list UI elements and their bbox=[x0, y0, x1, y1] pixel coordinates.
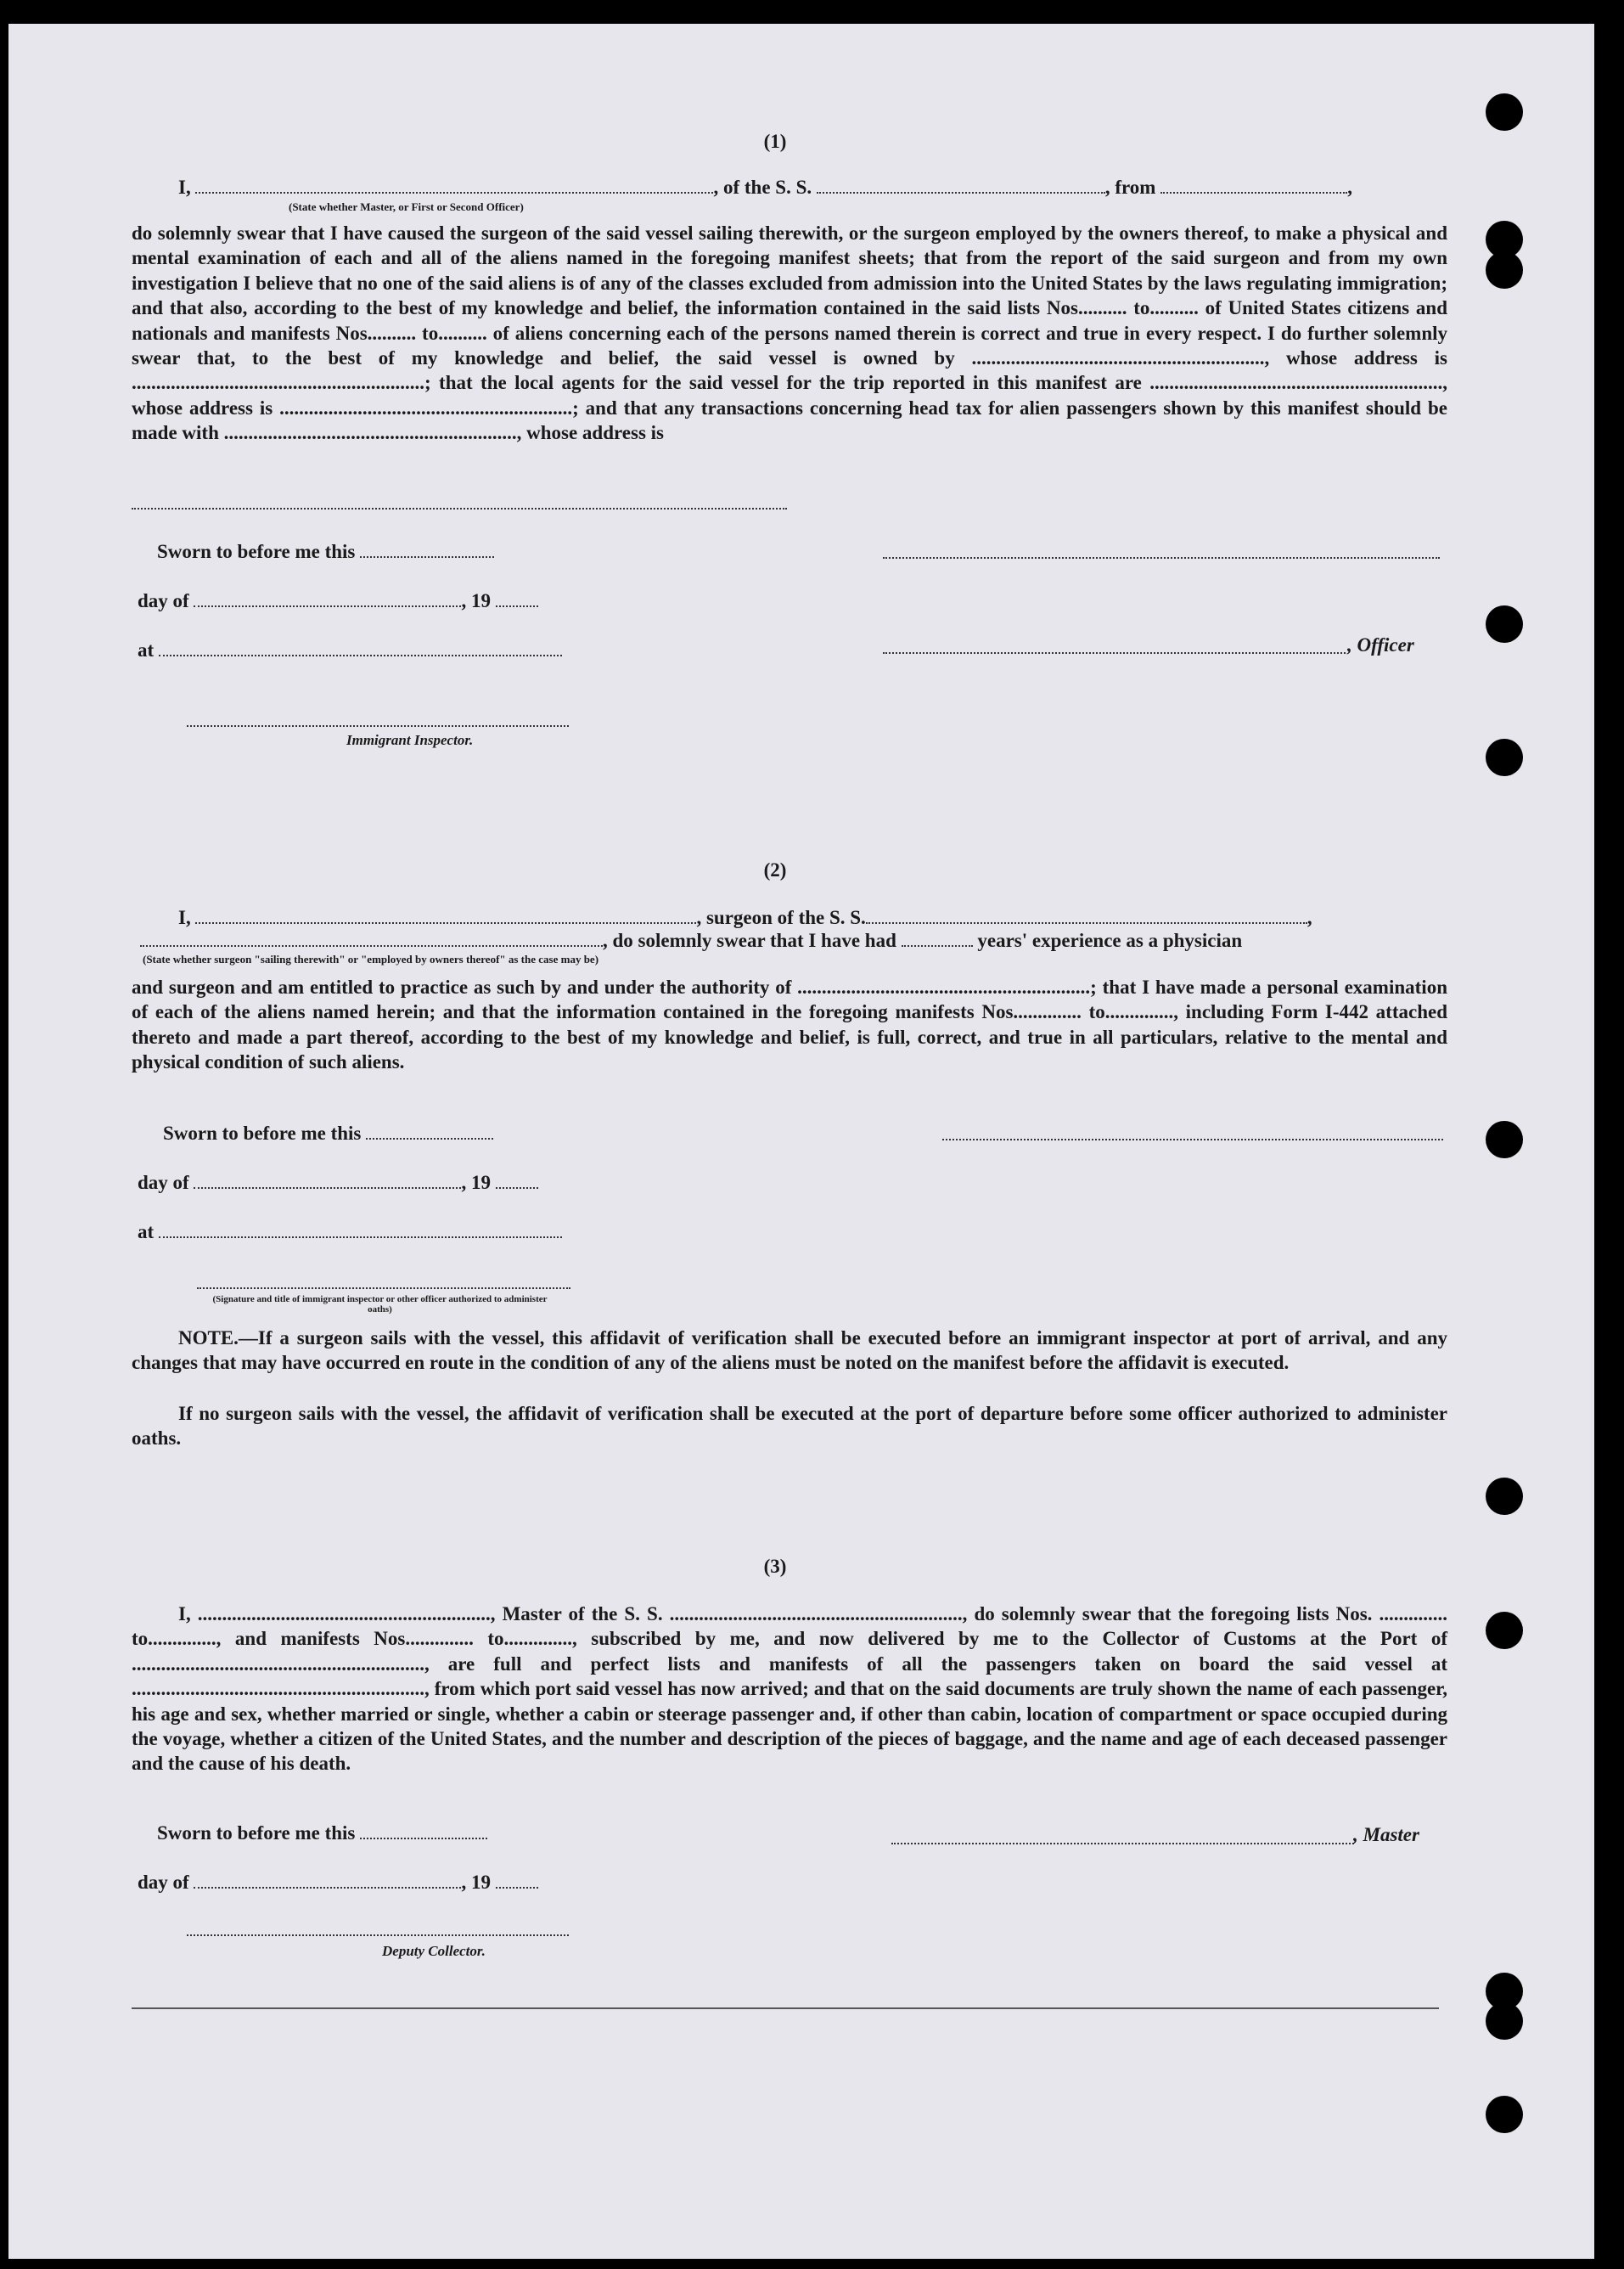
sworn-line-1 bbox=[157, 541, 494, 563]
month-blank bbox=[194, 602, 461, 607]
from-port-blank bbox=[1160, 189, 1347, 194]
section-2-body: and surgeon and am entitled to practice as such by and under the authority of ............................................................; that I have made a personal examination of each of the aliens named herein; and that the information contained in the foregoing manifests Nos.............. to.............., including Form I-442 attached thereto and made a part thereof, according to the best of my knowledge and belief, is full, correct, and true in all particulars, relative to the mental and physical condition of such aliens. bbox=[132, 977, 1447, 1073]
officer-line bbox=[883, 652, 1346, 654]
year-blank bbox=[496, 602, 538, 607]
sworn-text: Sworn to before me this bbox=[157, 541, 356, 562]
section-2-number: (2) bbox=[763, 859, 787, 881]
punch-hole bbox=[1486, 2002, 1523, 2040]
sworn-line-3 bbox=[157, 1822, 487, 1844]
officer-signature-line bbox=[883, 557, 1440, 559]
oath-open-text: I, bbox=[178, 177, 191, 198]
section-3-number: (3) bbox=[763, 1556, 787, 1577]
vessel-name-blank bbox=[817, 189, 1105, 194]
inspector-caption: Immigrant Inspector. bbox=[346, 732, 474, 748]
year-blank bbox=[496, 1883, 538, 1889]
surgeon-hint: (State whether surgeon "sailing therewith" or "employed by owners thereof" as the case may be) bbox=[143, 953, 599, 966]
at-text: at bbox=[138, 1221, 155, 1242]
punch-hole bbox=[1486, 2096, 1523, 2133]
year-blank bbox=[496, 1184, 538, 1189]
years-blank bbox=[902, 942, 973, 947]
surgeon-signature-line bbox=[942, 1139, 1443, 1140]
section-1-number: (1) bbox=[763, 131, 787, 152]
day-of-text: day of bbox=[138, 590, 189, 611]
vessel-name-blank bbox=[866, 919, 1307, 924]
punch-hole bbox=[1486, 739, 1523, 776]
year-text: , 19 bbox=[461, 1172, 491, 1193]
sworn-line-2 bbox=[163, 1123, 493, 1145]
note-paragraph-2: If no surgeon sails with the vessel, the affidavit of verification shall be executed at the port of departure before some officer authorized to administer oaths. bbox=[132, 1403, 1447, 1450]
officer-label: , Officer bbox=[1347, 634, 1414, 656]
year-text: , 19 bbox=[461, 1872, 491, 1893]
years-experience-text: years' experience as a physician bbox=[977, 930, 1243, 951]
month-blank bbox=[194, 1184, 461, 1189]
year-text: , 19 bbox=[461, 590, 491, 611]
punch-hole bbox=[1486, 1121, 1523, 1158]
sworn-text: Sworn to before me this bbox=[163, 1123, 362, 1144]
sworn-day-blank bbox=[360, 1834, 487, 1839]
section-2-oath-line: I, , surgeon of the S. S. , bbox=[178, 907, 1312, 928]
officer-name-blank bbox=[195, 189, 713, 194]
month-blank bbox=[194, 1883, 461, 1889]
punch-hole bbox=[1486, 251, 1523, 289]
at-line-2 bbox=[138, 1221, 562, 1243]
master-hint: (State whether Master, or First or Second Officer) bbox=[289, 200, 524, 213]
section-2-experience-line bbox=[140, 930, 1242, 952]
from-text: , from bbox=[1104, 177, 1156, 198]
bottom-rule bbox=[132, 2007, 1439, 2009]
day-of-text: day of bbox=[138, 1872, 189, 1893]
punch-hole bbox=[1486, 93, 1523, 131]
collector-signature-line bbox=[187, 1934, 569, 1936]
collector-caption: Deputy Collector. bbox=[382, 1943, 486, 1959]
day-of-line-2 bbox=[138, 1172, 538, 1194]
inspector-signature-line-2 bbox=[197, 1287, 570, 1289]
punch-hole bbox=[1486, 1478, 1523, 1515]
master-signature-line bbox=[891, 1843, 1354, 1844]
swear-experience-text: , do solemnly swear that I have had bbox=[603, 930, 896, 951]
sworn-day-blank bbox=[360, 553, 494, 558]
day-of-line-1 bbox=[138, 590, 538, 612]
sworn-day-blank bbox=[366, 1134, 493, 1140]
section-1-oath-line: I, , of the S. S. , from , bbox=[178, 177, 1352, 198]
at-place-blank bbox=[159, 1233, 562, 1238]
at-text: at bbox=[138, 639, 155, 661]
address-continuation-line bbox=[132, 508, 787, 510]
inspector-signature-line bbox=[187, 725, 569, 727]
day-of-line-3 bbox=[138, 1872, 538, 1894]
form-page bbox=[8, 24, 1594, 2259]
sworn-text: Sworn to before me this bbox=[157, 1822, 356, 1844]
surgeon-of-text: , surgeon of the S. S. bbox=[696, 907, 866, 928]
day-of-text: day of bbox=[138, 1172, 189, 1193]
punch-hole bbox=[1486, 605, 1523, 643]
punch-hole bbox=[1486, 1612, 1523, 1649]
surgeon-name-blank bbox=[195, 919, 696, 924]
master-label: , Master bbox=[1353, 1824, 1419, 1845]
at-line-1 bbox=[138, 639, 562, 662]
section-1-body: do solemnly swear that I have caused the surgeon of the said vessel sailing therewith, or the surgeon employed by the owners thereof, to make a physical and mental examination of each and all of the aliens named in the foregoing manifest sheets; that from the report of the said surgeon and from my own investigation I believe that no one of the said aliens is of any of the classes excluded from admission into the United States by the laws regulating immigration; and that also, according to the best of my knowledge and belief, the information contained in the said lists Nos.......... to.......... of United States citizens and nationals and manifests Nos.......... to.......... of aliens concerning each of the persons named therein is correct and true in every respect. I do further solemnly swear that, to the best of my knowledge and belief, the said vessel is owned by ............................................................, whose address is ............................................................; that the local agents for the said vessel for the trip reported in this manifest are ............................................................, whose address is ............................................................; and that any transactions concerning head tax for alien passengers shown by this manifest should be made with ............................................................, whose address is bbox=[132, 222, 1447, 444]
at-place-blank bbox=[159, 651, 562, 656]
section-3-body: I, ............................................................, Master of the S. S. ............................................................, do solemnly swear that the foregoing lists Nos. .............. to.............., and manifests Nos.............. to.............., subscribed by me, and now delivered by me to the Collector of Customs at the Port of ............................................................, are full and perfect lists and manifests of all the passengers taken on board the said vessel at ............................................................, from which port said vessel has now arrived; and that on the said documents are truly shown the name of each passenger, his age and sex, whether married or single, whether a cabin or steerage passenger and, if other than cabin, location of compartment or space occupied during the voyage, whether a citizen of the United States, and the number and description of the pieces of baggage, and the name and age of each deceased passenger and the cause of his death. bbox=[132, 1603, 1447, 1775]
oath-open-text: I, bbox=[178, 907, 191, 928]
note-paragraph-1: NOTE.—If a surgeon sails with the vessel, this affidavit of verification shall be executed before an immigrant inspector at port of arrival, and any changes that may have occurred en route in the condition of any of the aliens must be noted on the manifest before the affidavit is executed. bbox=[132, 1327, 1447, 1374]
of-the-ss-text: , of the S. S. bbox=[713, 177, 812, 198]
signature-caption: (Signature and title of immigrant inspector or other officer authorized to administer oaths) bbox=[212, 1294, 548, 1315]
surgeon-status-blank bbox=[140, 942, 603, 947]
